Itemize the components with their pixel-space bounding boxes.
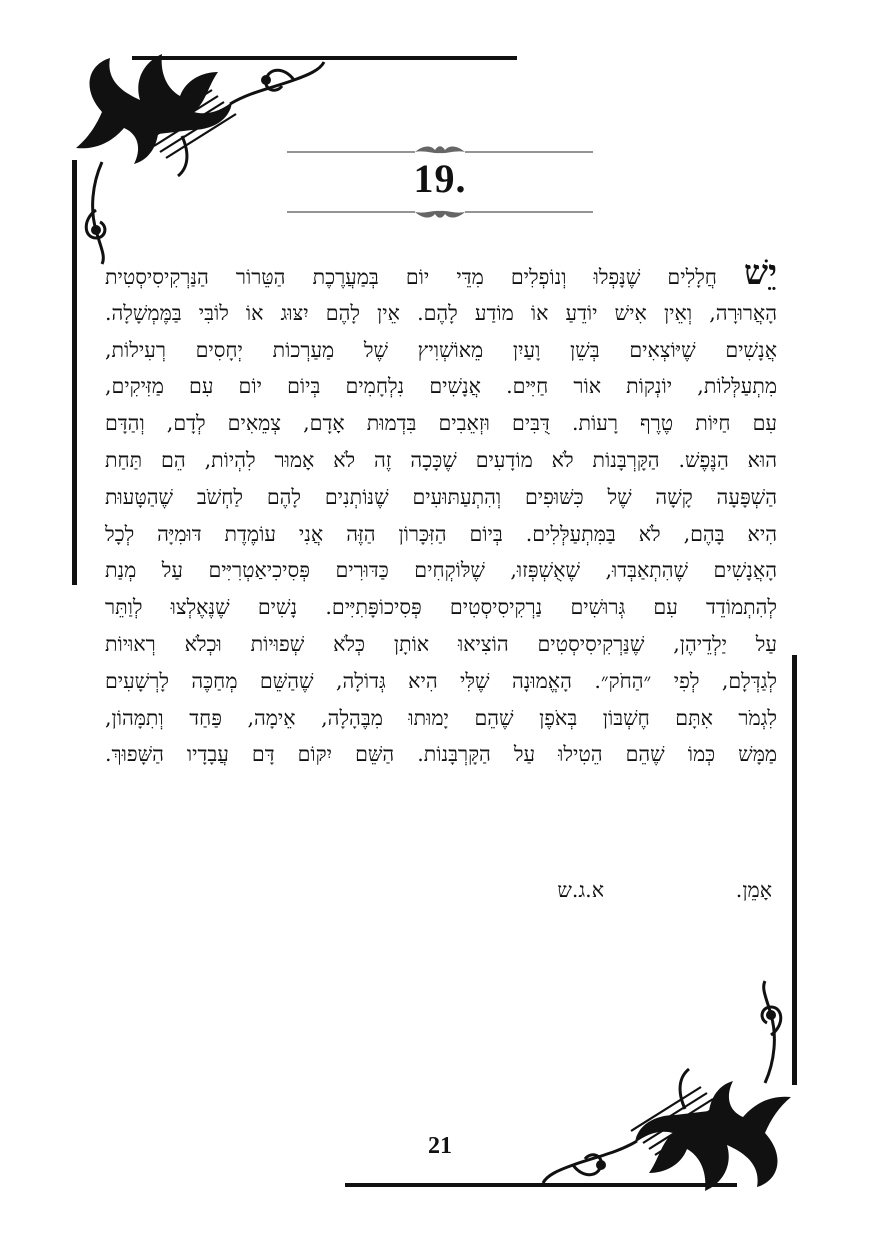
- chapter-number: .19: [413, 156, 467, 201]
- title-divider-bottom: [285, 207, 595, 221]
- amen-text: אָמֵן.: [735, 878, 772, 902]
- drop-cap-word: יֵשׁ: [744, 253, 777, 293]
- body-line: עַל יַלְדֵיהֶן, שֶׁנַּרְקִיסִיסְטִים הוֹצִיאוּ אוֹתָן כְּלֹא שְׁפוּיוֹת וּכְלֹא רְאוּיוֹת: [105, 631, 777, 656]
- body-line: מַמָּשׁ כְּמוֹ שֶׁהֵם הֵטִילוּ עַל הַקָּרְבָּנוֹת. הַשֵּׁם יִקּוֹם דָּם עֲבָדָיו הַשָּׁפוּךְ.: [105, 742, 777, 767]
- first-line-text: חֲלָלִים שֶׁנָּפְלוּ וְנוֹפְלִים מִדֵּי יוֹם בְּמַעֲרֶכֶת הַטֵּרוֹר הַנַּרְקִיסִיסְטִית: [105, 265, 744, 289]
- author-initials: א.ג.ש: [557, 878, 604, 902]
- body-line: אֲנָשִׁים שֶׁיּוֹצְאִים בְּשֵׁן וָעַיִן מֵאוֹשְׁוִיץ שֶׁל מַעַרְכוֹת יְחָסִים רְעִילוֹת,: [105, 337, 777, 362]
- body-paragraph: [105, 253, 777, 773]
- body-line: לְגַדְּלָם, לְפִי ״הַחֹק״. הָאֱמוּנָה שֶׁלִּי הִיא גְּדוֹלָה, שֶׁהַשֵּׁם מְחַכֶּה לָרְשָׁעִים: [105, 668, 777, 693]
- page-number: 21: [428, 1133, 452, 1159]
- signoff: [512, 878, 772, 914]
- body-line: הִיא בָּהֶם, לֹא בַּמִּתְעַלְּלִים. בְּיוֹם הַזִּכָּרוֹן הַזֶּה אֲנִי עוֹמֶדֶת דּוּמִיָּה לְכָל: [105, 521, 777, 546]
- body-line: הָאֲרוּרָה, וְאֵין אִישׁ יוֹדֵעַ אוֹ מוֹדַע לָהֶם. אֵין לָהֶם יִצּוּג אוֹ לוֹבִּי בַּמֶּמְשָׁלָה.: [105, 300, 777, 325]
- body-line: לִגְמֹר אִתָּם חֶשְׁבּוֹן בְּאֹפֶן שֶׁהֵם יָמוּתוּ מִבֶּהָלָה, אֵימָה, פַּחַד וְתִמָּהוֹן,: [105, 705, 777, 730]
- body-line: הוּא הַנֶּפֶשׁ. הַקָּרְבָּנוֹת לֹא מוֹדָעִים שֶׁכָּכָה זֶה לֹא אָמוּר לִהְיוֹת, הֵם תַּחַת: [105, 447, 777, 472]
- chapter-heading: [285, 143, 595, 223]
- body-line-1: [105, 253, 777, 295]
- body-line: לְהִתְמוֹדֵד עִם גְּרוּשִׁים נַרְקִיסִיסְטִים פְּסִיכוֹפָּתִיִּים. נָשִׁים שֶׁנֶּאֶלְצוּ לְוַתֵּר: [105, 595, 777, 620]
- body-line: הַשְׁפָּעָה קָשָׁה שֶׁל כִּשּׁוּפִים וְהִתְעַתּוּעִים שֶׁנּוֹתְנִים לָהֶם לַחְשֹׁב שֶׁהַטָּעוּת: [105, 484, 777, 509]
- body-line: הָאֲנָשִׁים שֶׁהִתְאַבְּדוּ, שֶׁאֻשְׁפְּזוּ, שֶׁלּוֹקְחִים כַּדּוּרִים פְּסִיכִיאַטְרִיִּים עַל מְנַת: [105, 558, 777, 583]
- body-line: מִתְעַלְּלוֹת, יוֹנְקוֹת אוֹר חַיִּים. אֲנָשִׁים נִלְחָמִים בְּיוֹם יוֹם עִם מַזִּיקִים,: [105, 374, 777, 399]
- body-line: עִם חַיּוֹת טֶרֶף רָעוֹת. דֻּבִּים וּזְאֵבִים בִּדְמוּת אָדָם, צְמֵאִים לְדָם, וְהַדָּם: [105, 411, 777, 436]
